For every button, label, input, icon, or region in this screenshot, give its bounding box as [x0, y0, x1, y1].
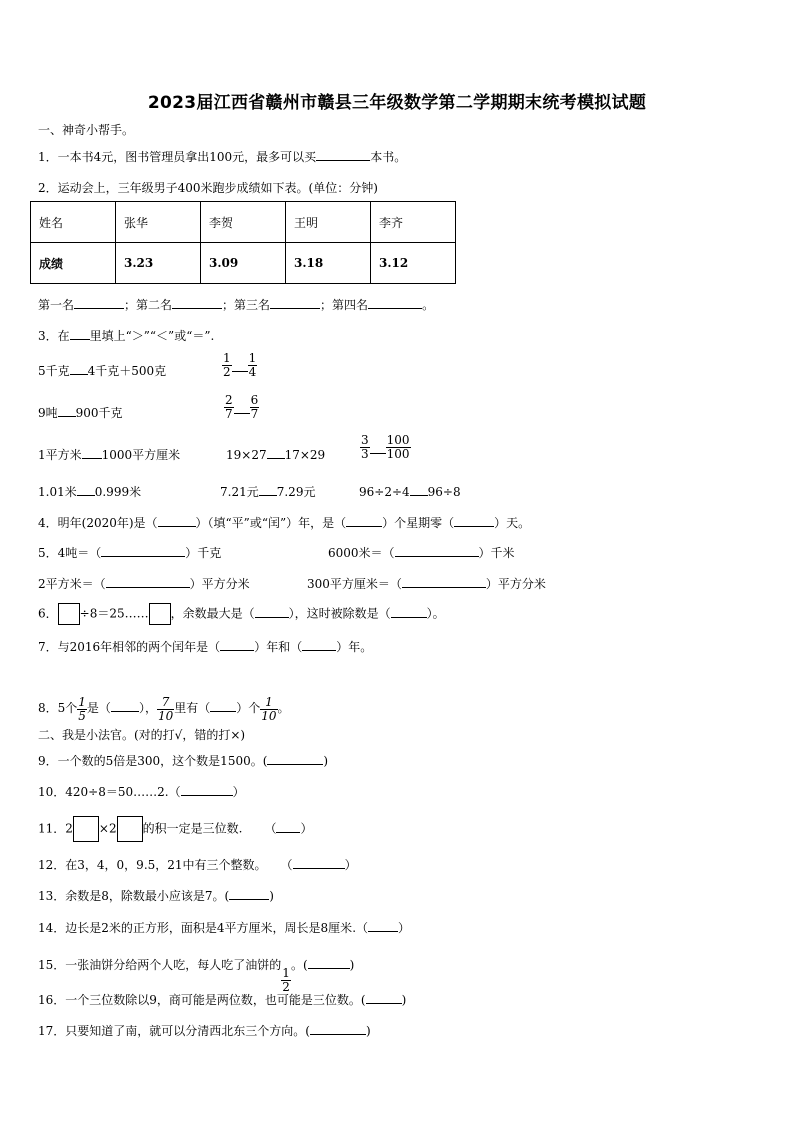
question-1	[38, 148, 406, 165]
q7-text-c: ）年。	[336, 640, 373, 654]
question-6	[38, 603, 445, 625]
q5-c2: ）平方分米	[189, 577, 250, 591]
q3-row4-item-b	[220, 483, 315, 500]
fraction: $\frac{2}{7}$	[225, 393, 233, 421]
q16-text: 一个三位数除以9，商可能是两位数，也可能是三位数。(	[65, 993, 366, 1007]
q13-number: 13．	[38, 889, 66, 903]
q3-r4c-blank[interactable]	[410, 483, 428, 496]
fraction: $\frac{1}{10}$	[261, 695, 277, 723]
q9-close: )	[323, 754, 329, 768]
q4-blank-1[interactable]	[158, 516, 196, 527]
q3-r1a-right: 4千克＋500克	[87, 364, 167, 378]
section-2-heading: 二、我是小法官。(对的打√，错的打×)	[38, 728, 246, 742]
q7-blank-2[interactable]	[302, 640, 336, 651]
q3-f3-blank[interactable]	[370, 441, 386, 454]
fraction: $\frac{3}{3}$	[361, 433, 369, 461]
section-1-heading: 一、神奇小帮手。	[38, 123, 135, 137]
fraction: $\frac{1}{5}$	[78, 695, 86, 723]
fraction: $\frac{1}{2}$	[282, 966, 290, 994]
q3-r2a-right: 900千克	[75, 406, 123, 420]
question-14	[38, 919, 410, 936]
q6-text-c: ），这时被除数是（	[288, 606, 391, 621]
q5-a1: 4吨＝（	[57, 546, 102, 560]
q14-close: ）	[398, 921, 411, 935]
q9-number: 9．	[38, 754, 58, 768]
q3-row2-fraction-compare	[224, 394, 259, 421]
table-cell: 3.12	[371, 243, 456, 284]
q11-number: 11．	[38, 821, 66, 836]
q17-text: 只要知道了南，就可以分清西北东三个方向。(	[65, 1024, 310, 1038]
dividend-box[interactable]	[58, 603, 80, 625]
rank-1-blank[interactable]	[74, 296, 124, 309]
rank-label-1: 第一名	[38, 298, 75, 312]
q8-text-a: 5个	[57, 701, 78, 715]
table-cell: 王明	[286, 202, 371, 243]
q5-number: 5．	[38, 546, 58, 560]
table-row	[31, 202, 456, 243]
q17-answer-blank[interactable]	[310, 1024, 366, 1035]
q3-f1-blank[interactable]	[232, 359, 248, 372]
q4-text-d: ）天。	[494, 516, 531, 530]
q13-answer-blank[interactable]	[229, 889, 269, 900]
q9-text: 一个数的5倍是300，这个数是1500。(	[57, 754, 268, 768]
q5-d2: ）平方分米	[485, 577, 546, 591]
question-3	[38, 327, 214, 344]
question-11	[38, 816, 312, 842]
rank-label-4: ；第四名	[320, 298, 369, 312]
q12-open: （	[280, 858, 293, 872]
q12-close: ）	[344, 858, 357, 872]
q15-open: 。(	[290, 958, 308, 972]
q4-text-c: ）个星期零（	[382, 516, 455, 530]
q15-answer-blank[interactable]	[308, 958, 350, 969]
q4-text-b: ）（填“平”或“闰”）年，是（	[195, 516, 347, 530]
table-cell: 姓名	[31, 202, 116, 243]
q11-open: （	[264, 821, 277, 836]
q11-text-c: 的积一定是三位数.	[142, 821, 243, 836]
q5-d1: 300平方厘米＝（	[307, 577, 402, 591]
table-cell: 成绩	[31, 243, 116, 284]
fraction: $\frac{7}{10}$	[157, 695, 174, 723]
page-title: 2023届江西省赣州市赣县三年级数学第二学期期末统考模拟试题	[147, 93, 647, 113]
q3-f2-blank[interactable]	[234, 401, 250, 414]
q3-row3-item-b	[226, 446, 325, 462]
rank-label-2: ；第二名	[124, 298, 173, 312]
q1-text-b: 本书。	[370, 150, 407, 164]
fraction: $\frac{6}{7}$	[250, 393, 259, 421]
q3-r4a-right: 0.999米	[94, 485, 142, 499]
table-cell: 3.18	[286, 243, 371, 284]
q3-row4-item-a	[38, 483, 141, 500]
score-table	[30, 201, 456, 284]
q17-number: 17．	[38, 1024, 66, 1038]
q7-text-b: ）年和（	[254, 640, 303, 654]
fraction: $\frac{100}{100}$	[386, 433, 410, 461]
q8-number: 8．	[38, 701, 58, 715]
q6-blank-1[interactable]	[255, 607, 289, 618]
q5-c1: 2平方米＝（	[38, 577, 106, 591]
q8-text-b: 是（	[86, 701, 111, 715]
q3-r3a-right: 1000平方厘米	[101, 448, 181, 462]
question-5-part-b	[328, 544, 515, 561]
q3-row3-fraction-compare	[360, 434, 411, 461]
q1-number: 1．	[38, 150, 58, 164]
q10-number: 10．	[38, 785, 66, 799]
digit-box[interactable]	[73, 816, 99, 842]
q3-number: 3．	[38, 329, 58, 343]
question-10	[38, 783, 245, 800]
q16-number: 16．	[38, 993, 66, 1007]
q15-number: 15．	[38, 958, 66, 972]
question-16	[38, 991, 406, 1008]
q3-r1a-left: 5千克	[38, 364, 70, 378]
question-13	[38, 887, 274, 904]
q5-blank-a[interactable]	[101, 546, 185, 557]
q2-text: 运动会上，三年级男子400米跑步成绩如下表。(单位：分钟)	[57, 181, 378, 195]
q2-number: 2．	[38, 181, 58, 195]
q3-r4c-left: 96÷2÷4	[359, 485, 410, 499]
q14-number: 14．	[38, 921, 66, 935]
q3-r3a-left: 1平方米	[38, 448, 82, 462]
table-cell: 3.09	[201, 243, 286, 284]
q15-close: )	[349, 958, 355, 972]
q12-answer-blank[interactable]	[293, 858, 345, 869]
q5-a2: ）千克	[185, 546, 222, 560]
q3-r4a-left: 1.01米	[38, 485, 77, 499]
q13-text: 余数是8，除数最小应该是7。(	[65, 889, 230, 903]
q11-answer-blank[interactable]	[276, 822, 300, 833]
q10-close: ）	[232, 785, 245, 799]
question-7	[38, 638, 372, 655]
q3-r4b-left: 7.21元	[220, 485, 259, 499]
rank-2-blank[interactable]	[172, 296, 222, 309]
q3-r2a-blank[interactable]	[58, 404, 76, 417]
q3-r4b-right: 7.29元	[276, 485, 316, 499]
question-5-part-c	[38, 575, 250, 592]
q3-r2a-left: 9吨	[38, 406, 58, 420]
question-2	[38, 179, 378, 196]
q3-row1-fraction-compare	[222, 352, 257, 379]
table-cell: 李齐	[371, 202, 456, 243]
question-9	[38, 752, 328, 769]
q4-number: 4．	[38, 516, 58, 530]
fraction: $\frac{1}{2}$	[223, 351, 231, 379]
q1-answer-blank[interactable]	[316, 148, 370, 161]
rank-end-punct: 。	[422, 298, 435, 312]
q7-text-a: 与2016年相邻的两个闰年是（	[57, 640, 221, 654]
q5-blank-c[interactable]	[106, 577, 190, 588]
q3-r4b-blank[interactable]	[259, 483, 277, 496]
q6-blank-2[interactable]	[391, 607, 427, 618]
question-5-part-d	[307, 575, 546, 592]
q5-b1: 6000米＝（	[328, 546, 395, 560]
q3-row2-item-a	[38, 404, 123, 421]
q10-answer-blank[interactable]	[181, 785, 233, 796]
q13-close: )	[269, 889, 274, 903]
table-row	[31, 243, 456, 284]
q6-number: 6．	[38, 606, 58, 621]
q9-answer-blank[interactable]	[267, 754, 323, 765]
q8-text-f: 。	[277, 701, 290, 715]
q12-text: 在3，4，0，9.5，21中有三个整数。	[65, 858, 267, 872]
q6-text-a: ÷8＝25……	[79, 606, 149, 621]
q3-r3b-right: 17×29	[284, 448, 326, 462]
q14-answer-blank[interactable]	[368, 921, 398, 932]
q1-text-a: 一本书4元，图书管理员拿出100元，最多可以买	[57, 150, 317, 164]
table-cell: 3.23	[116, 243, 201, 284]
q16-answer-blank[interactable]	[366, 993, 402, 1004]
q4-blank-2[interactable]	[346, 516, 382, 527]
q8-blank-2[interactable]	[210, 701, 236, 712]
q5-blank-b[interactable]	[395, 546, 479, 557]
q7-blank-1[interactable]	[220, 640, 254, 651]
q3-r3b-left: 19×27	[226, 448, 267, 462]
table-cell: 张华	[116, 202, 201, 243]
q2-ranking-line	[38, 296, 434, 313]
q11-text-b: ×2	[98, 821, 117, 836]
q3-intro-a: 在	[57, 329, 70, 343]
q12-number: 12．	[38, 858, 66, 872]
question-17	[38, 1022, 371, 1039]
q5-b2: ）千米	[478, 546, 515, 560]
q14-text: 边长是2米的正方形，面积是4平方厘米，周长是8厘米.（	[65, 921, 369, 935]
q11-text-a: 2	[65, 821, 73, 836]
remainder-box[interactable]	[149, 603, 171, 625]
q5-blank-d[interactable]	[402, 577, 486, 588]
q6-text-d: ）。	[426, 606, 445, 621]
q15-text: 一张油饼分给两个人吃，每人吃了油饼的	[65, 958, 282, 972]
q6-text-b: ，余数最大是（	[170, 606, 255, 621]
q3-r4a-blank[interactable]	[77, 483, 95, 496]
question-15	[38, 956, 354, 994]
q3-row1-item-a	[38, 362, 166, 379]
q10-text: 420÷8＝50……2.（	[65, 785, 181, 799]
q8-text-d: 里有（	[174, 701, 211, 715]
question-12	[38, 856, 357, 873]
rank-4-blank[interactable]	[368, 296, 422, 309]
q7-number: 7．	[38, 640, 58, 654]
q3-r1a-blank[interactable]	[70, 362, 88, 375]
q11-close: ）	[300, 821, 313, 836]
q3-row3-item-a	[38, 446, 180, 463]
q4-blank-3[interactable]	[454, 516, 494, 527]
q3-row4-item-c	[359, 483, 461, 499]
q3-r3a-blank[interactable]	[82, 446, 102, 459]
rank-label-3: ；第三名	[222, 298, 271, 312]
fraction: $\frac{1}{4}$	[248, 351, 257, 379]
q3-intro-b: 里填上“＞”“＜”或“＝”.	[89, 329, 215, 343]
digit-box[interactable]	[117, 816, 143, 842]
q8-text-e: ）个	[236, 701, 261, 715]
question-5-part-a	[38, 544, 221, 561]
table-cell: 李贺	[201, 202, 286, 243]
question-4	[38, 514, 530, 531]
rank-3-blank[interactable]	[270, 296, 320, 309]
q3-r4c-right: 96÷8	[427, 485, 461, 499]
q8-blank-1[interactable]	[111, 701, 139, 712]
q16-close: )	[401, 993, 407, 1007]
q3-example-blank	[70, 327, 90, 340]
q8-text-c: ），	[138, 701, 157, 715]
q17-close: )	[365, 1024, 371, 1038]
q3-r3b-blank[interactable]	[267, 446, 285, 459]
q4-text-a: 明年(2020年)是（	[57, 516, 158, 530]
question-8	[38, 696, 290, 723]
